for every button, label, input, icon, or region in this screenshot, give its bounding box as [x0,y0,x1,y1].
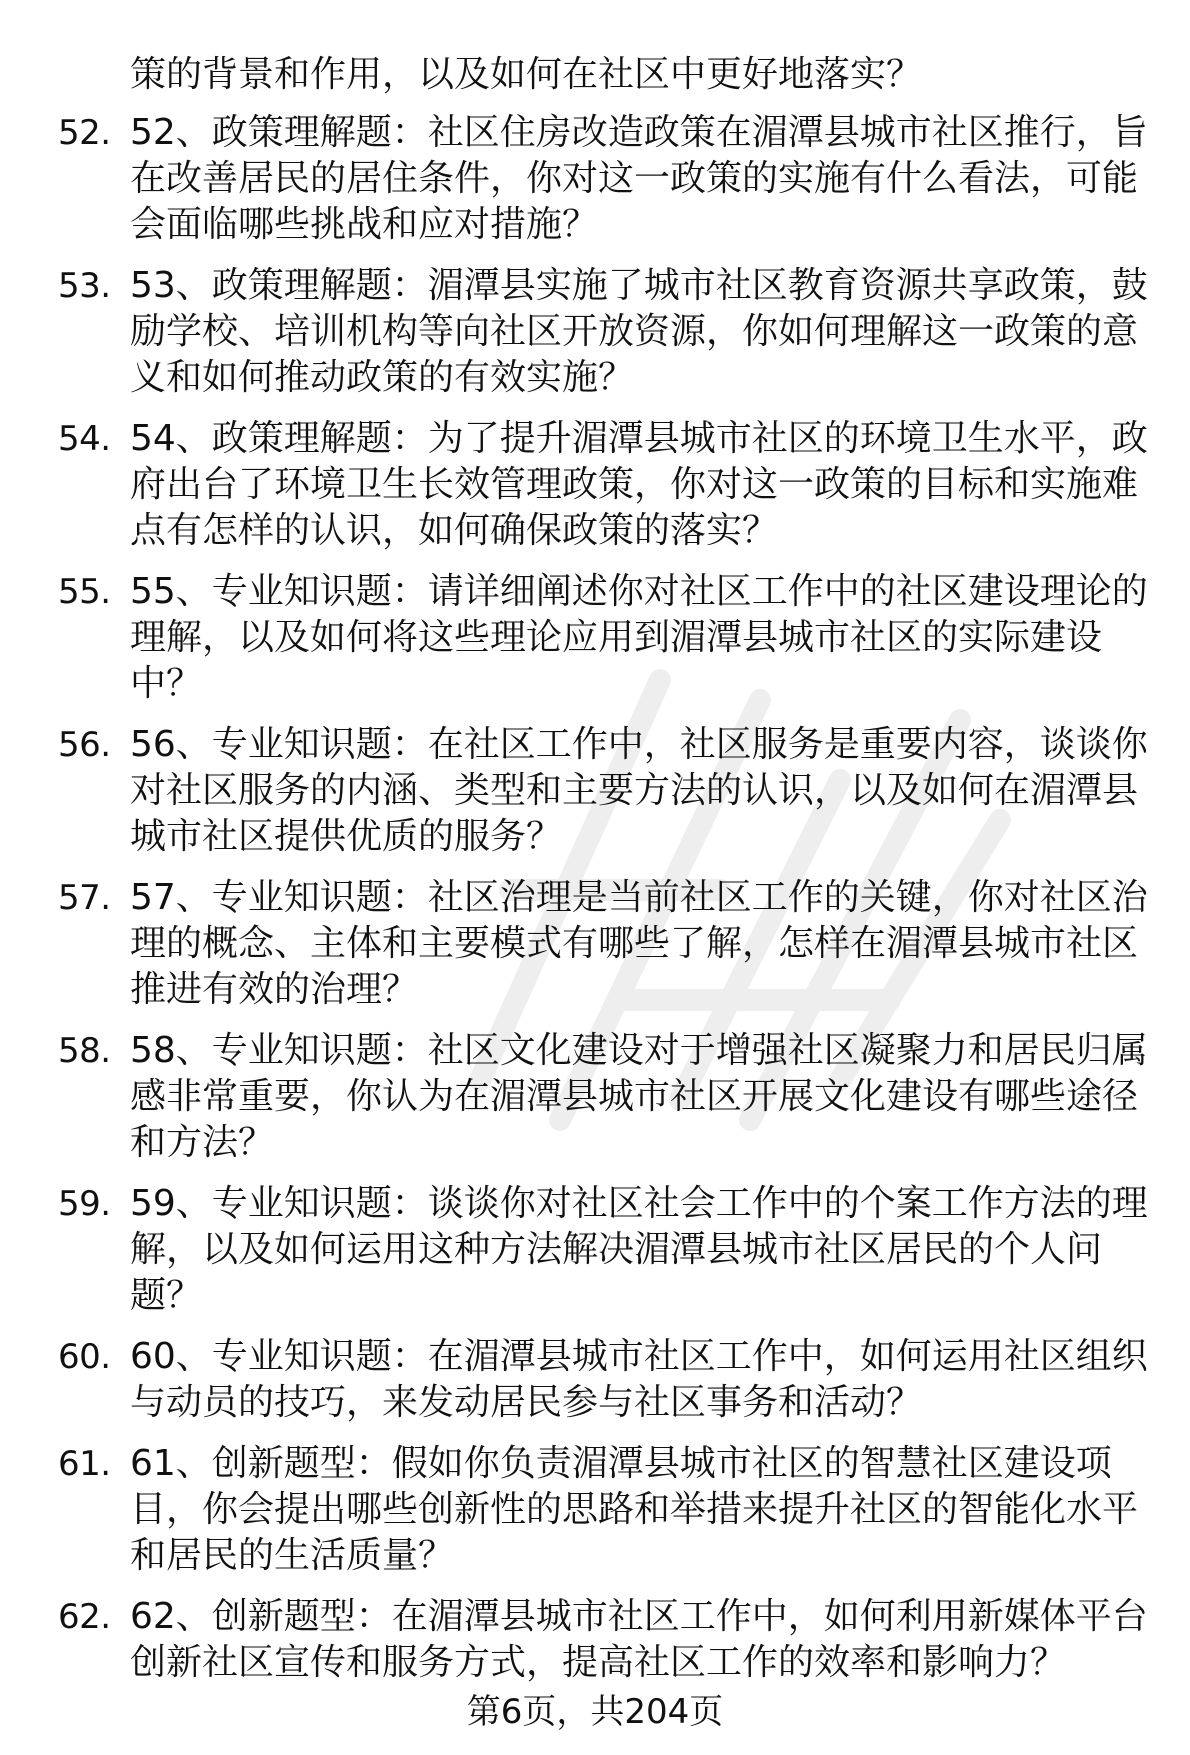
item-text: 60、专业知识题：在湄潭县城市社区工作中，如何运用社区组织与动员的技巧，来发动居民参与社区事务和活动？ [130,1336,1148,1423]
item-number: 61. [58,1444,111,1484]
item-number: 59. [58,1184,111,1224]
item-text: 62、创新题型：在湄潭县城市社区工作中，如何利用新媒体平台创新社区宣传和服务方式，提高社区工作的效率和影响力？ [130,1596,1148,1683]
item-text: 56、专业知识题：在社区工作中，社区服务是重要内容，谈谈你对社区服务的内涵、类型和主要方法的认识，以及如何在湄潭县城市社区提供优质的服务？ [130,724,1148,857]
item-number: 57. [58,878,111,918]
item-text: 55、专业知识题：请详细阐述你对社区工作中的社区建设理论的理解，以及如何将这些理论应用到湄潭县城市社区的实际建设中？ [130,571,1148,704]
item-number: 52. [58,113,111,153]
list-item [0,110,1190,248]
list-item [0,263,1190,401]
item-text: 52、政策理解题：社区住房改造政策在湄潭县城市社区推行，旨在改善居民的居住条件，你对这一政策的实施有什么看法，可能会面临哪些挑战和应对措施？ [130,112,1148,245]
item-text: 57、专业知识题：社区治理是当前社区工作的关键，你对社区治理的概念、主体和主要模式有哪些了解，怎样在湄潭县城市社区推进有效的治理？ [130,877,1148,1010]
item-text: 59、专业知识题：谈谈你对社区社会工作中的个案工作方法的理解，以及如何运用这种方法解决湄潭县城市社区居民的个人问题？ [130,1183,1148,1316]
item-number: 56. [58,725,111,765]
item-number: 54. [58,419,111,459]
list-item [0,569,1190,707]
item-number: 55. [58,572,111,612]
item-number: 58. [58,1031,111,1071]
list-item [0,875,1190,1013]
list-item [0,1594,1190,1686]
item-number: 60. [58,1337,111,1377]
list-item [0,1334,1190,1426]
list-item [0,416,1190,554]
item-text: 58、专业知识题：社区文化建设对于增强社区凝聚力和居民归属感非常重要，你认为在湄潭县城市社区开展文化建设有哪些途径和方法？ [130,1030,1148,1163]
continuation-text: 策的背景和作用，以及如何在社区中更好地落实？ [130,54,923,95]
question-list [0,110,1190,1701]
item-text: 54、政策理解题：为了提升湄潭县城市社区的环境卫生水平，政府出台了环境卫生长效管理政策，你对这一政策的目标和实施难点有怎样的认识，如何确保政策的落实？ [130,418,1148,551]
item-number: 62. [58,1597,111,1637]
item-text: 53、政策理解题：湄潭县实施了城市社区教育资源共享政策，鼓励学校、培训机构等向社区开放资源，你如何理解这一政策的意义和如何推动政策的有效实施？ [130,265,1148,398]
list-item [0,722,1190,860]
list-item [0,1028,1190,1166]
list-item [0,1181,1190,1319]
item-number: 53. [58,266,111,306]
item-text: 61、创新题型：假如你负责湄潭县城市社区的智慧社区建设项目，你会提出哪些创新性的思路和举措来提升社区的智能化水平和居民的生活质量？ [130,1443,1139,1576]
page-footer: 第6页，共204页 [466,1692,724,1732]
list-item [0,1441,1190,1579]
